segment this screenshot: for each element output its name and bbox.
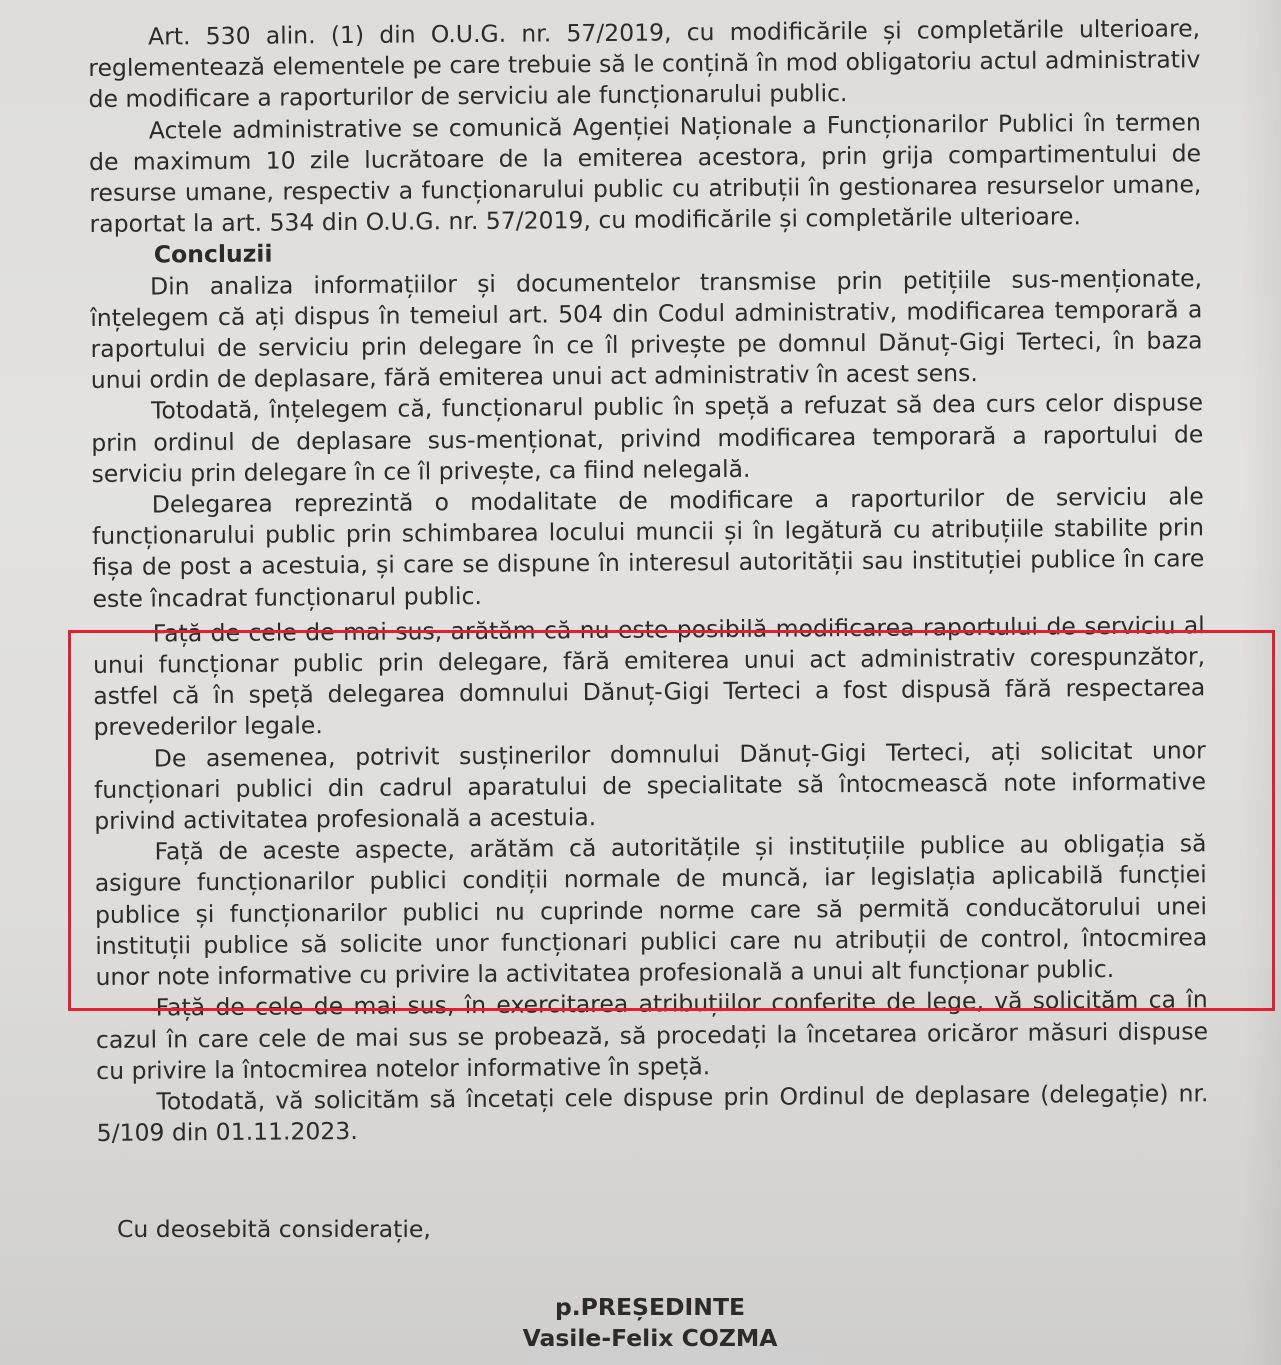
section-heading-concluzii: Concluzii [153, 239, 273, 269]
signature-name: Vasile-Felix COZMA [522, 1324, 778, 1352]
paragraph-solicitare-incetare: Față de cele de mai sus, în exercitarea atribuțiilor conferite de lege, vă solicităm ca în cazul în care cele de mai sus se probează, să procedați la încetarea oricăror măsuri dispuse cu privire la întocmirea notelor informative în speță. [95, 985, 1209, 1085]
paragraph-totodata-refuz: Totodată, înțelegem că, funcționarul public în speță a refuzat să dea curs celor dispuse prin ordinul de deplasare sus-menționat, privind modificarea temporară a raportului de serviciu prin delegare în ce îl privește, ca fiind nelegală. [91, 388, 1204, 488]
paragraph-de-asemenea: De asemenea, potrivit susținerilor domnului Dănuț-Gigi Terteci, ați solicitat unor funcționari publici din cadrul aparatului de specialitate să întocmească note informative privind activitatea profesională a acestuia. [93, 735, 1207, 836]
paragraph-analiza: Din analiza informațiilor și documentelor transmise prin petițiile sus-menționate, înțelegem că ați dispus în temeiul art. 504 din Codul administrativ, modificarea temporară a raportului de serviciu prin delegare în ce îl privește pe domnul Dănuț-Gigi Terteci, în baza unui ordin de deplasare, fără emiterea unui act administrativ în acest sens. [90, 263, 1203, 395]
paragraph-art-530: Art. 530 alin. (1) din O.U.G. nr. 57/2019, cu modificările și completările ulterioare, reglementează elementele pe care trebuie să le conțină în mod obligatoriu actul administrativ de modificare a raporturilor de serviciu ale funcționarului public. [88, 14, 1201, 114]
closing-formula: Cu deosebită considerație, [117, 1215, 431, 1243]
paragraph-delegarea: Delegarea reprezintă o modalitate de modificare a raporturilor de serviciu ale funcționarului public prin schimbarea locului muncii și în legătură cu atribuțiile stabilite prin fișa de post a acestuia, și care se dispune în interesul autorității sau instituției publice în care este încadrat funcționarul public. [91, 482, 1205, 613]
paragraph-fata-de-cele: Față de cele de mai sus, arătăm că nu este posibilă modificarea raportului de serviciu al unui funcționar public prin delegare, fără emiterea unui act administrativ corespunzător, astfel că în speță delegarea domnului Dănuț-Gigi Terteci a fost dispusă fără respectarea prevederilor legale. [92, 611, 1206, 742]
paragraph-ordin-deplasare: Totodată, vă solicităm să încetați cele dispuse prin Ordinul de deplasare (delegație) nr. 5/109 din 01.11.2023. [96, 1079, 1209, 1148]
paragraph-acte-administrative: Actele administrative se comunică Agenției Naționale a Funcționarilor Publici în termen de maximum 10 zile lucrătoare de la emiterea acestora, prin grija compartimentului de resurse umane, respectiv a funcționarului public cu atribuții în gestionarea resurselor umane, raportat la art. 534 din O.U.G. nr. 57/2019, cu modificările și completările ulterioare. [88, 107, 1202, 239]
stamp-strip [528, 1352, 820, 1365]
paragraph-fata-de-aceste: Față de aceste aspecte, arătăm că autoritățile și instituțiile publice au obligația să asigure funcționarilor publici condiții normale de muncă, iar legislația aplicabilă funcției publice și funcționarilor publici nu cuprinde norme care să permită conducătorului unei instituții publice să solicite unor funcționari publici care nu atribuții de control, întocmirea unor note informative cu privire la activitatea profesională a unui alt funcționar public. [94, 829, 1208, 992]
highlight-box [68, 630, 1275, 1011]
signature-role: p.PREȘEDINTE [554, 1293, 746, 1321]
signature-block [520, 1292, 780, 1354]
